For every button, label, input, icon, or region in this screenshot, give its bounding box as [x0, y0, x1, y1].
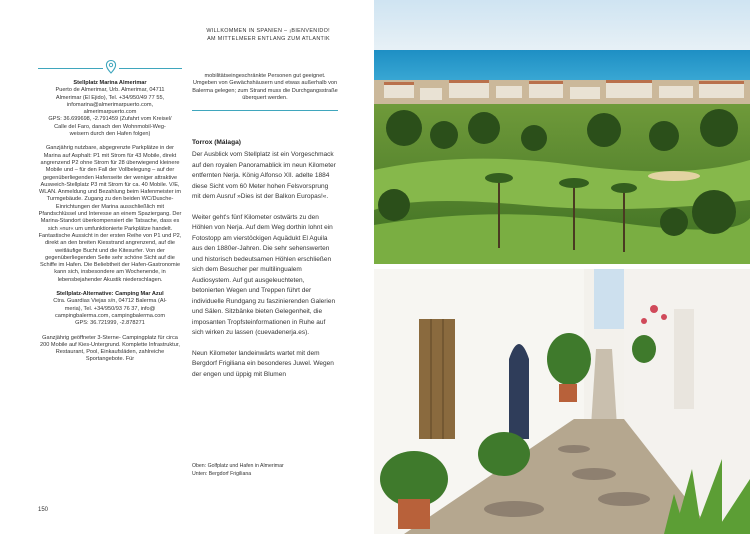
- entry-title: Stellplatz-Alternative: Camping Mar Azul: [56, 291, 164, 298]
- address-line: Ctra. Guardias Viejas s/n, 04712 Balerma (Al-: [53, 298, 167, 305]
- email-link[interactable]: infomarina@almerimarpuerto.com,: [66, 101, 154, 108]
- section-title: Torrox (Málaga): [192, 139, 241, 146]
- gps-line: weisern durch den Hafen folgen): [69, 131, 151, 138]
- paragraph: Weiter geht's fünf Kilometer ostwärts zu den Höhlen von Nerja. Auf dem Weg dorthin lohnt ein Fotostopp am vierstöckigen Aquädukt El Aguila aus den 1880er-Jahren. Die sehr sehenswerten und historisch bedeutsamen Höhlen erschließen sich dem Besucher per multilingualem Audiosystem. Auf gut ausgeleuchteten, betonierten Wegen und Treppen führt der individuelle Rundgang zu faszinierenden Galerien und Sälen. Sitzbänke bieten Gelegenheit, die imposanten Tropfsteinformationen in Ruhe auf sich wirken zu lassen (cuevadenerja.es).: [192, 213, 336, 337]
- header-line-1: WILLKOMMEN IN SPANIEN – ¡BIENVENIDO!: [206, 28, 330, 34]
- column-right: [192, 139, 338, 380]
- section-rule: [192, 110, 338, 111]
- column-left: [38, 68, 182, 364]
- paragraph: Ganzjährig nutzbare, abgegrenzte Parkplätze in der Marina auf Asphalt: P1 mit Strom für 43 Mobile, direkt angrenzend P2 ohne Strom für 28 überwiegend kleinere Mobile und – für den Fall der Vollbelegung – auf der gegenüberliegenden Hafenseite der weniger attraktive Ausweich-Stellplatz P3 mit Strom für ca. 40 Mobile. V/E, WLAN. Anmeldung und Bezahlung beim Hafenmeister im Turmgebäude. Zugang zu den beiden WC/Dusche-Einrichtungen der Marina ausschließlich mit Pfandschlüssel und Interesse an einem Spaziergang. Der Marina-Standort überkompensiert die Tatsache, dass es sich »nur« um umfunktionierte Parkplätze handelt. Fantastische Aussicht in der ersten Reihe von P1 und P2, direkt an den breiten Kiesstrand angrenzend, auf die weitläufige Bucht und die Kitesurfer. Von der gegenüberliegenden Seite sehr schöne Sicht auf die Schiffe im Hafen. Die Beliebtheit der Hafen-Gastronomie kann sich, insbesondere am Wochenende, in lebensbejahender Akustik niederschlagen.: [38, 145, 182, 283]
- gps-line: GPS: 36.721999, -2.878271: [75, 320, 145, 327]
- address-line: Puerto de Almerimar, Urb. Almerimar, 04711: [55, 87, 165, 94]
- photo-golf-course-harbor: [374, 0, 750, 264]
- section-rule: [38, 68, 182, 69]
- entry-title: Stellplatz Marina Almerimar: [73, 80, 147, 86]
- address-line: meria), Tel. +34/950/93 76 37, info@: [64, 305, 156, 312]
- header-line-2: AM MITTELMEER ENTLANG ZUM ATLANTIK: [207, 36, 330, 42]
- right-page: [374, 0, 750, 534]
- map-pin-icon: [103, 59, 119, 75]
- paragraph: Der Ausblick vom Stellplatz ist ein Vorgeschmack auf den royalen Panoramablick im neun Kilometer entfernten Nerja. König Alfonso XII. adelte 1884 diese Sicht vom 60 Meter hohen Felsvorsprung mit dem Ausruf »Dies ist der Balkon Europas!«.: [192, 151, 336, 201]
- column-right-top: [192, 73, 338, 111]
- gps-line: Calle del Faro, danach den Wohnmobil-Weg-: [54, 123, 166, 130]
- paragraph: Ganzjährig geöffneter 3-Sterne- Campingplatz für circa 200 Mobile auf Kies-Untergrund. Komplette Infrastruktur, Restaurant, Pool, Einkaufsläden, zahlreiche Sportangebote. Für: [40, 334, 180, 363]
- photo-caption: [192, 463, 342, 478]
- paragraph: mobilitätseingeschränkte Personen gut geeignet. Umgeben von Gewächshäusern und etwas außerhalb von Balerma gelegen; zum Strand muss die Durchgangsstraße überquert werden.: [192, 73, 338, 101]
- running-header: [130, 27, 330, 43]
- caption-line-1: Oben: Golfplatz und Hafen in Almerimar: [192, 463, 284, 469]
- photo-frigiliana-street: [374, 269, 750, 534]
- gps-line: GPS: 36.699698, -2.791459 (Zufahrt vom Kreisel/: [48, 116, 172, 123]
- paragraph: Neun Kilometer landeinwärts wartet mit dem Bergdorf Frigiliana ein besonderes Juwel. Wegen der engen und üppig mit Blumen: [192, 349, 334, 378]
- website-link[interactable]: almerimarpuerto.com: [83, 109, 137, 116]
- caption-line-2: Unten: Bergdorf Frigiliana: [192, 470, 252, 477]
- website-link[interactable]: campingbalerma.com, campingbalerma.com: [54, 312, 166, 319]
- address-line: Almerimar (El Ejido), Tel. +34/950/49 77 55,: [55, 94, 165, 101]
- page-number: 150: [38, 507, 49, 513]
- left-page: [0, 0, 374, 534]
